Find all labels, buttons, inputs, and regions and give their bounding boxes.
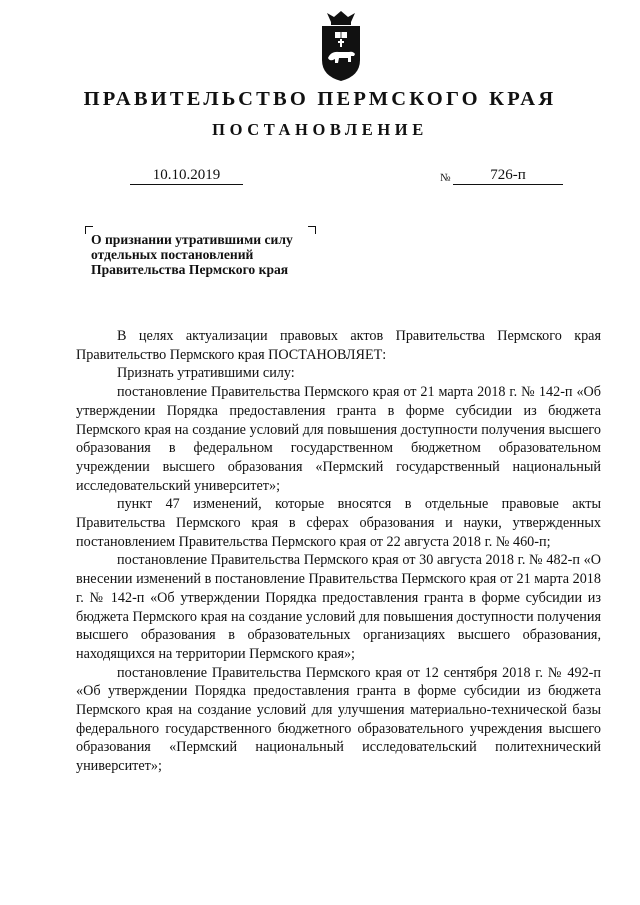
- subject-line: Правительства Пермского края: [91, 262, 289, 277]
- document-subject: [91, 232, 331, 277]
- subject-line: О признании утратившими силу: [91, 232, 293, 247]
- perm-krai-coat-of-arms-icon: [319, 10, 363, 82]
- preamble-paragraph: В целях актуализации правовых актов Правительства Пермского края Правительство Пермского края ПОСТАНОВЛЯЕТ:: [76, 328, 601, 363]
- revoked-item-paragraph: пункт 47 изменений, которые вносятся в отдельные правовые акты Правительства Пермского края в сферах образования и науки, утвержденных постановлением Правительства Пермского края от 22 августа 2018 г. № 460-п;: [76, 496, 601, 550]
- decision-paragraph: Признать утратившими силу:: [117, 365, 295, 382]
- revoked-item-paragraph: постановление Правительства Пермского края от 21 марта 2018 г. № 142-п «Об утверждении Порядка предоставления гранта в форме субсидии из бюджета Пермского края на создание условий для повышения доступности получения высшего образования в федеральном государственном бюджетном образовательном учреждении высшего образования «Пермский государственный национальный исследовательский университет»;: [76, 384, 601, 494]
- revoked-item-paragraph: постановление Правительства Пермского края от 12 сентября 2018 г. № 492-п «Об утверждении Порядка предоставления гранта в форме субсидии из бюджета Пермского края на создание условий для улучшения материально-технической базы федерального государственного бюджетного образовательного учреждения высшего образования «Пермский национальный исследовательский политехнический университет»;: [76, 664, 601, 775]
- document-date: 10.10.2019: [130, 167, 243, 185]
- document-number: 726-п: [453, 167, 563, 185]
- document-type: ПОСТАНОВЛЕНИЕ: [212, 120, 428, 139]
- government-title: ПРАВИТЕЛЬСТВО ПЕРМСКОГО КРАЯ: [83, 88, 557, 110]
- revoked-item-paragraph: постановление Правительства Пермского края от 30 августа 2018 г. № 482-п «О внесении изменений в постановление Правительства Пермского края от 21 марта 2018 г. № 142-п «Об утверждении Порядка предоставления гранта в форме субсидии из бюджета Пермского края на создание условий для повышения доступности получения высшего образования в образовательных организациях высшего образования, находящихся на территории Пермского края»;: [76, 552, 601, 662]
- document-body: [76, 327, 601, 776]
- subject-line: отдельных постановлений: [91, 247, 254, 262]
- number-sign: №: [440, 172, 451, 184]
